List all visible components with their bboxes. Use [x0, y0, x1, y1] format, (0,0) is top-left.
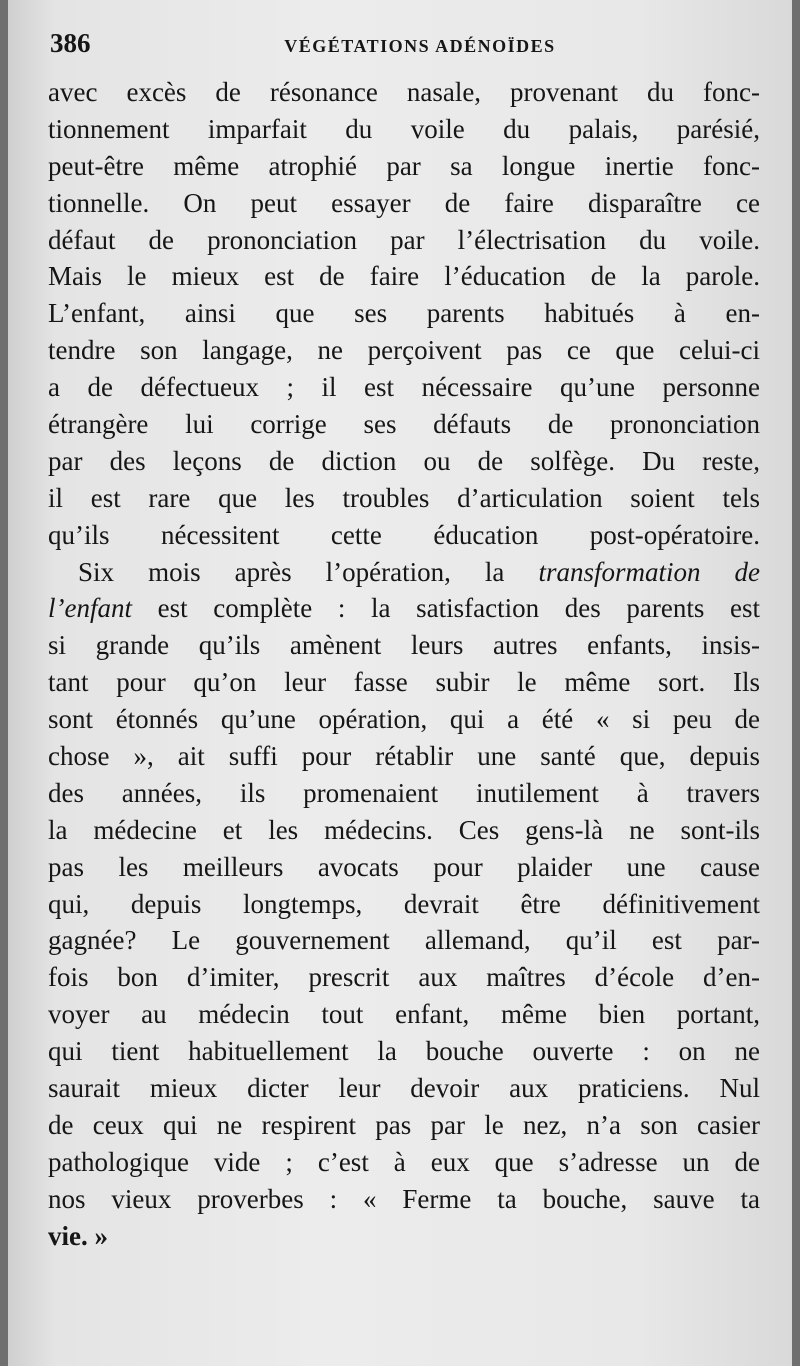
page-number: 386 — [50, 28, 91, 58]
text-line: L’enfant, ainsi que ses parents habitués à en- — [48, 298, 760, 329]
text-line: peut-être même atrophié par sa longue inertie fonc- — [48, 150, 760, 181]
text-line: tant pour qu’on leur fasse subir le même sort. Ils — [48, 667, 760, 698]
text-line: gagnée? Le gouvernement allemand, qu’il est par- — [48, 925, 760, 956]
text-line: tendre son langage, ne perçoivent pas ce que celui-ci — [48, 335, 760, 366]
text-line: si grande qu’ils amènent leurs autres enfants, insis- — [48, 630, 760, 661]
text-line: voyer au médecin tout enfant, même bien portant, — [48, 999, 760, 1030]
text-line: pas les meilleurs avocats pour plaider une cause — [48, 851, 760, 882]
text-line: qu’ils nécessitent cette éducation post-opératoire. — [48, 519, 760, 550]
text-line: avec excès de résonance nasale, provenant du fonc- — [48, 77, 760, 107]
italic-span: l’enfant — [48, 593, 132, 624]
text-line-paragraph-start — [48, 554, 760, 591]
text-line: qui, depuis longtemps, devrait être définitivement — [48, 888, 760, 919]
text-line: étrangère lui corrige ses défauts de prononciation — [48, 409, 760, 440]
text-line: de ceux qui ne respirent pas par le nez, n’a son casier — [48, 1109, 760, 1140]
italic-span: transformation de — [538, 556, 760, 587]
text-line: sont étonnés qu’une opération, qui a été « si peu de — [48, 704, 760, 735]
text-line: tionnelle. On peut essayer de faire disparaître ce — [48, 187, 760, 218]
text-span: Six mois après l’opération, la — [78, 556, 539, 587]
text-line: saurait mieux dicter leur devoir aux praticiens. Nul — [48, 1073, 760, 1104]
text-line: des années, ils promenaient inutilement à travers — [48, 777, 760, 808]
text-line: a de défectueux ; il est nécessaire qu’une personne — [48, 372, 760, 403]
running-head: VÉGÉTATIONS ADÉNOÏDES — [284, 36, 556, 56]
body-text — [48, 74, 760, 1255]
text-line: Mais le mieux est de faire l’éducation de la parole. — [48, 261, 760, 292]
text-line — [48, 590, 760, 627]
text-line: par des leçons de diction ou de solfège. Du reste, — [48, 445, 760, 476]
text-line: chose », ait suffi pour rétablir une santé que, depuis — [48, 741, 760, 772]
text-line: la médecine et les médecins. Ces gens-là ne sont-ils — [48, 814, 760, 845]
text-line: tionnement imparfait du voile du palais, parésié, — [48, 113, 760, 144]
text-line: pathologique vide ; c’est à eux que s’adresse un de — [48, 1146, 760, 1177]
text-line: il est rare que les troubles d’articulation soient tels — [48, 482, 760, 513]
text-line: défaut de prononciation par l’électrisation du voile. — [48, 224, 760, 255]
text-line-last: vie. » — [48, 1220, 108, 1251]
text-line: qui tient habituellement la bouche ouverte : on ne — [48, 1036, 760, 1067]
page-header — [50, 28, 750, 68]
book-page — [8, 0, 792, 1366]
text-line: fois bon d’imiter, prescrit aux maîtres d’école d’en- — [48, 962, 760, 993]
text-span: est complète : la satisfaction des parents est — [131, 593, 760, 624]
text-line: nos vieux proverbes : « Ferme ta bouche, sauve ta — [48, 1183, 760, 1214]
